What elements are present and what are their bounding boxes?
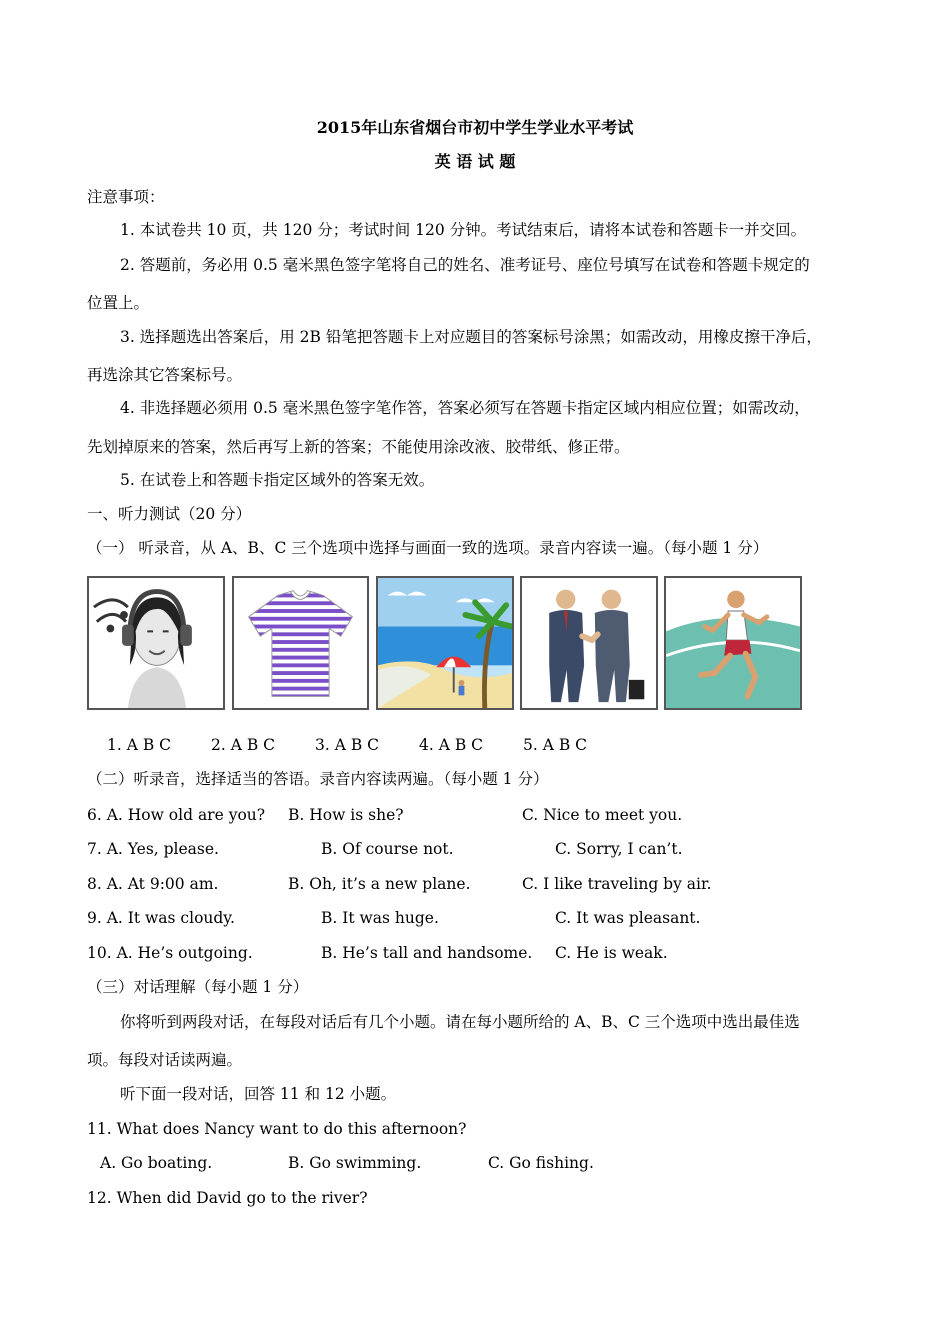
subject-title: 英 语 试 题	[434, 152, 516, 171]
notice-heading: 注意事项：	[87, 188, 165, 206]
q6-option-b: B. How is she?	[288, 806, 404, 824]
picture-choice-5: 5. A B C	[523, 736, 588, 754]
notice-item-2-cont: 位置上。	[87, 294, 150, 312]
notice-item-1: 1. 本试卷共 10 页，共 120 分；考试时间 120 分钟。考试结束后，请将本试卷和答题卡一并交回。	[120, 221, 807, 239]
picture-choice-2: 2. A B C	[211, 736, 276, 754]
q7-option-a: 7. A. Yes, please.	[87, 840, 219, 858]
picture-choice-3: 3. A B C	[315, 736, 380, 754]
q9-option-c: C. It was pleasant.	[555, 909, 701, 927]
q11-option-b: B. Go swimming.	[288, 1154, 422, 1172]
q10-option-b: B. He’s tall and handsome.	[321, 944, 533, 962]
part3-instruction: 听下面一段对话，回答 11 和 12 小题。	[120, 1085, 397, 1103]
q9-option-b: B. It was huge.	[321, 909, 439, 927]
part2-heading: （二）听录音，选择适当的答语。录音内容读两遍。（每小题 1 分）	[87, 770, 549, 788]
q8-option-a: 8. A. At 9:00 am.	[87, 875, 219, 893]
q7-option-b: B. Of course not.	[321, 840, 454, 858]
runner-icon	[664, 576, 802, 710]
q11-stem: 11. What does Nancy want to do this afternoon?	[87, 1120, 467, 1138]
picture-choice-4: 4. A B C	[419, 736, 484, 754]
section-heading: 一、听力测试（20 分）	[87, 505, 252, 523]
part3-intro-line1: 你将听到两段对话，在每段对话后有几个小题。请在每小题所给的 A、B、C 三个选项中选出最佳选	[120, 1013, 800, 1031]
notice-item-4: 4. 非选择题必须用 0.5 毫米黑色签字笔作答，答案必须写在答题卡指定区域内相应位置；如需改动，	[120, 399, 810, 417]
q10-option-c: C. He is weak.	[555, 944, 668, 962]
q8-option-b: B. Oh, it’s a new plane.	[288, 875, 471, 893]
part3-intro-line2: 项。每段对话读两遍。	[87, 1051, 243, 1069]
part1-heading: （一） 听录音，从 A、B、C 三个选项中选择与画面一致的选项。录音内容读一遍。（每小题 1 分）	[87, 539, 769, 557]
beach-umbrella-icon	[376, 576, 514, 710]
notice-item-2: 2. 答题前，务必用 0.5 毫米黑色签字笔将自己的姓名、准考证号、座位号填写在试卷和答题卡规定的	[120, 256, 810, 274]
q6-option-a: 6. A. How old are you?	[87, 806, 266, 824]
q7-option-c: C. Sorry, I can’t.	[555, 840, 683, 858]
notice-item-5: 5. 在试卷上和答题卡指定区域外的答案无效。	[120, 471, 435, 489]
q11-option-a: A. Go boating.	[100, 1154, 213, 1172]
q6-option-c: C. Nice to meet you.	[522, 806, 683, 824]
q8-option-c: C. I like traveling by air.	[522, 875, 712, 893]
notice-item-3: 3. 选择题选出答案后，用 2B 铅笔把答题卡上对应题目的答案标号涂黑；如需改动，用橡皮擦干净后，	[120, 328, 822, 346]
notice-item-3-cont: 再选涂其它答案标号。	[87, 366, 243, 384]
picture-choice-1: 1. A B C	[107, 736, 172, 754]
handshake-icon	[520, 576, 658, 710]
q9-option-a: 9. A. It was cloudy.	[87, 909, 235, 927]
q12-stem: 12. When did David go to the river?	[87, 1189, 368, 1207]
q10-option-a: 10. A. He’s outgoing.	[87, 944, 253, 962]
exam-title: 2015年山东省烟台市初中学生学业水平考试	[316, 118, 634, 137]
notice-item-4-cont: 先划掉原来的答案，然后再写上新的答案；不能使用涂改液、胶带纸、修正带。	[87, 438, 630, 456]
q11-option-c: C. Go fishing.	[488, 1154, 594, 1172]
striped-shirt-icon	[232, 576, 369, 710]
part3-heading: （三）对话理解（每小题 1 分）	[87, 978, 309, 996]
headphones-girl-icon	[87, 576, 225, 710]
